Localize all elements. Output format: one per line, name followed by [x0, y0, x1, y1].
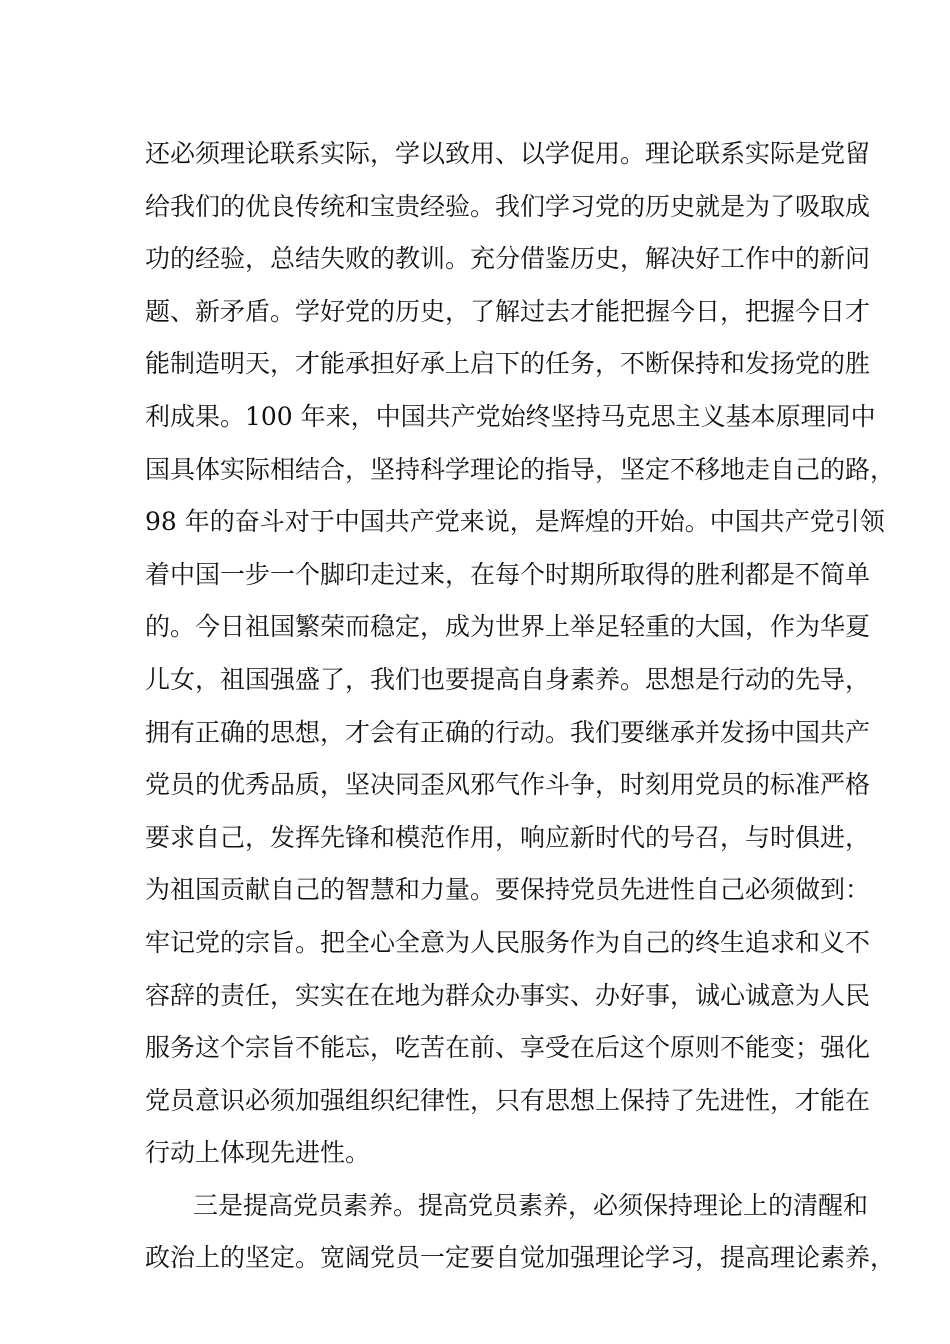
- text-line: 题、新矛盾。学好党的历史，了解过去才能把握今日，把握今日才: [145, 296, 871, 326]
- text-line: 党员意识必须加强组织纪律性，只有思想上保持了先进性，才能在: [145, 1085, 871, 1115]
- text-line: 政治上的坚定。宽阔党员一定要自觉加强理论学习，提高理论素养，: [145, 1243, 896, 1273]
- text-line: 拥有正确的思想，才会有正确的行动。我们要继承并发扬中国共产: [145, 717, 871, 747]
- text-line: 牢记党的宗旨。把全心全意为人民服务作为自己的终生追求和义不: [145, 927, 871, 957]
- text-line: 儿女，祖国强盛了，我们也要提高自身素养。思想是行动的先导，: [145, 664, 871, 694]
- text-line: 行动上体现先进性。: [145, 1138, 371, 1168]
- paragraph-start-line: 三是提高党员素养。提高党员素养，必须保持理论上的清醒和: [193, 1190, 869, 1220]
- body-text: [145, 128, 896, 1285]
- text-line: 给我们的优良传统和宝贵经验。我们学习党的历史就是为了吸取成: [145, 191, 871, 221]
- text-line: 的。今日祖国繁荣而稳定，成为世界上举足轻重的大国，作为华夏: [145, 612, 871, 642]
- text-line: 为祖国贡献自己的智慧和力量。要保持党员先进性自己必须做到：: [145, 875, 871, 905]
- text-line: 服务这个宗旨不能忘，吃苦在前、享受在后这个原则不能变；强化: [145, 1033, 871, 1063]
- text-line: 能制造明天，才能承担好承上启下的任务，不断保持和发扬党的胜: [145, 349, 871, 379]
- text-line: 国具体实际相结合，坚持科学理论的指导，坚定不移地走自己的路，: [145, 454, 896, 484]
- text-line: 98 年的奋斗对于中国共产党来说，是辉煌的开始。中国共产党引领: [145, 507, 885, 537]
- text-line: 还必须理论联系实际，学以致用、以学促用。理论联系实际是党留: [145, 139, 871, 168]
- text-line: 功的经验，总结失败的教训。充分借鉴历史，解决好工作中的新问: [145, 244, 871, 274]
- text-line: 容辞的责任，实实在在地为群众办事实、办好事，诚心诚意为人民: [145, 980, 871, 1010]
- text-line: 要求自己，发挥先锋和模范作用，响应新时代的号召，与时俱进，: [145, 822, 871, 852]
- text-line: 党员的优秀品质，坚决同歪风邪气作斗争，时刻用党员的标准严格: [145, 770, 871, 800]
- text-line: 着中国一步一个脚印走过来，在每个时期所取得的胜利都是不简单: [145, 559, 871, 589]
- text-line: 利成果。100 年来，中国共产党始终坚持马克思主义基本原理同中: [145, 401, 876, 431]
